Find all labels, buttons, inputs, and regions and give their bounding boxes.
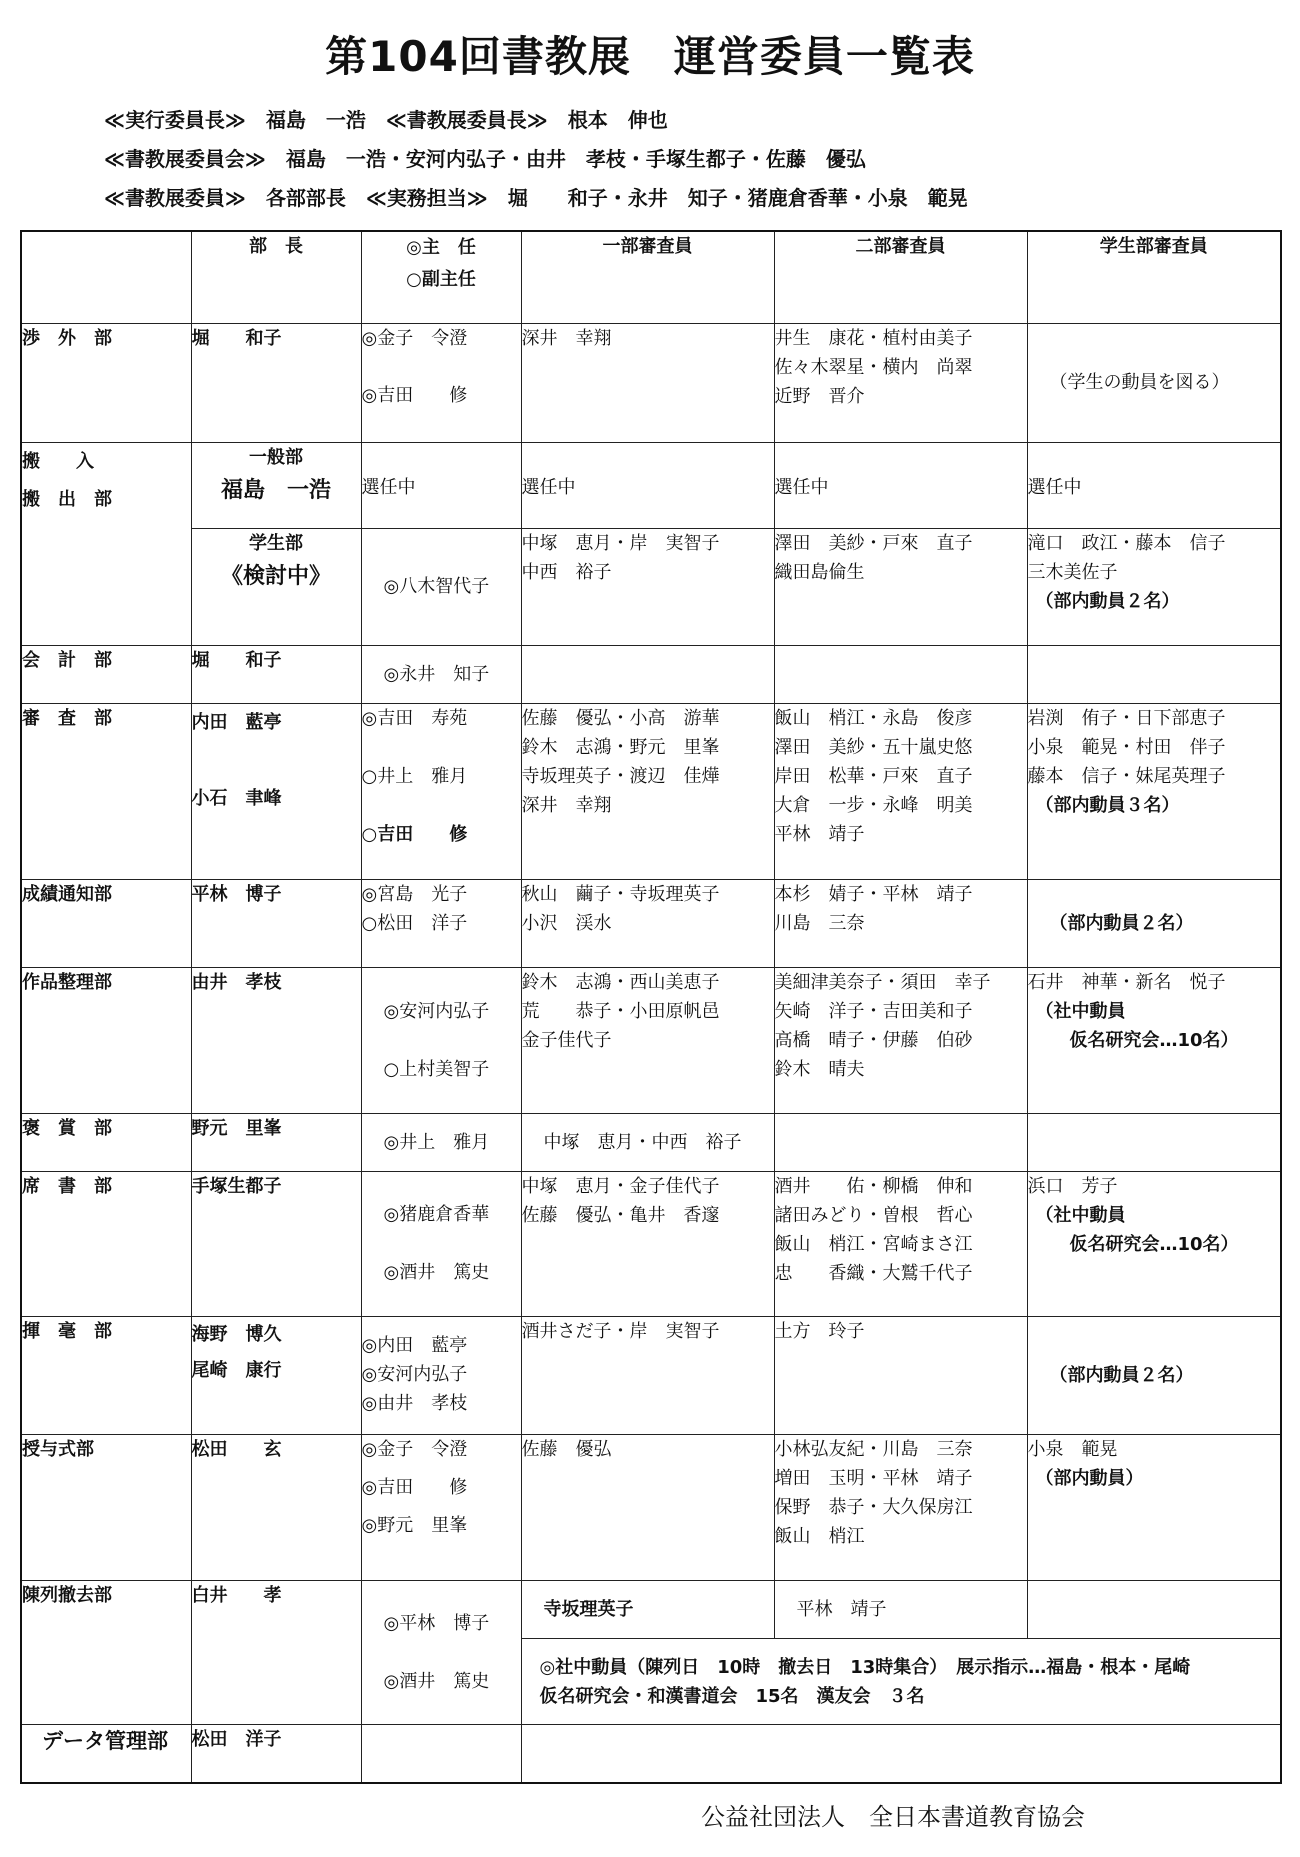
judges-student: 岩渕 侑子・日下部恵子 小泉 範晃・村田 伴子 藤本 信子・妹尾英理子 （部内動員３名） — [1027, 704, 1281, 880]
judges-student: （部内動員２名） — [1027, 1316, 1281, 1434]
header-line-committee: ≪書教展委員会≫ 福島 一浩・安河内弘子・由井 孝枝・手塚生都子・佐藤 優弘 — [104, 147, 866, 171]
table-row — [21, 1434, 1281, 1580]
table-row — [21, 646, 1281, 704]
judges-1: 選任中 — [521, 442, 774, 528]
judges-student: （部内動員２名） — [1027, 880, 1281, 968]
dept-leads: 選任中 — [361, 442, 521, 528]
dept-chief: 海野 博久 尾崎 康行 — [191, 1316, 361, 1434]
dept-chief-general: 一般部 福島 一浩 — [191, 442, 361, 528]
dept-leads: ◎平林 博子 ◎酒井 篤史 — [361, 1581, 521, 1725]
dept-leads: ◎永井 知子 — [361, 646, 521, 704]
judges-2 — [774, 646, 1027, 704]
column-header-judges-1: 一部審査員 — [521, 231, 774, 323]
judges-2: 土方 玲子 — [774, 1316, 1027, 1434]
judges-1 — [521, 646, 774, 704]
judges-1: 寺坂理英子 — [521, 1581, 774, 1639]
header-line-chairmen: ≪実行委員長≫ 福島 一浩 ≪書教展委員長≫ 根本 伸也 — [104, 108, 668, 132]
dept-name: 席 書 部 — [21, 1171, 191, 1316]
judges-1: 佐藤 優弘 — [521, 1434, 774, 1580]
judges-student — [1027, 1581, 1281, 1639]
judges-2: 澤田 美紗・戸來 直子 織田島倫生 — [774, 528, 1027, 645]
dept-name: 成績通知部 — [21, 880, 191, 968]
judges-1: 深井 幸翔 — [521, 323, 774, 442]
judges-student: 石井 神華・新名 悦子 （社中動員 仮名研究会…10名） — [1027, 968, 1281, 1113]
dept-chief: 松田 洋子 — [191, 1725, 361, 1783]
dept-chief-student: 学生部 《検討中》 — [191, 528, 361, 645]
dept-name: 会 計 部 — [21, 646, 191, 704]
dept-leads: ◎井上 雅月 — [361, 1113, 521, 1171]
dept-leads — [361, 1725, 521, 1783]
judges-2: 美細津美奈子・須田 幸子 矢崎 洋子・吉田美和子 高橋 晴子・伊藤 伯砂 鈴木 晴夫 — [774, 968, 1027, 1113]
dept-name: 陳列撤去部 — [21, 1581, 191, 1725]
judges-2 — [774, 1113, 1027, 1171]
judges-1: 中塚 恵月・岸 実智子 中西 裕子 — [521, 528, 774, 645]
judges-2: 平林 靖子 — [774, 1581, 1027, 1639]
judges-student — [1027, 646, 1281, 704]
judges-2: 飯山 梢江・永島 俊彦 澤田 美紗・五十嵐史悠 岸田 松華・戸來 直子 大倉 一步・永峰 明美 平林 靖子 — [774, 704, 1027, 880]
dept-leads: ◎吉田 寿苑 ○井上 雅月 ○吉田 修 — [361, 704, 521, 880]
table-row — [21, 1581, 1281, 1639]
dept-name: 授与式部 — [21, 1434, 191, 1580]
judges-2: 井生 康花・植村由美子 佐々木翠星・横内 尚翠 近野 晋介 — [774, 323, 1027, 442]
dept-name: データ管理部 — [21, 1725, 191, 1783]
dept-name: 渉 外 部 — [21, 323, 191, 442]
column-header-chair: ◎主 任 — [406, 237, 476, 258]
judges-2: 酒井 佑・柳橋 伸和 諸田みどり・曽根 哲心 飯山 梢江・宮崎まさ江 忠 香織・大鷲千代子 — [774, 1171, 1027, 1316]
dept-leads: ◎金子 令澄 ◎吉田 修 — [361, 323, 521, 442]
column-header-judges-2: 二部審査員 — [774, 231, 1027, 323]
judges-1: 佐藤 優弘・小高 游華 鈴木 志鴻・野元 里峯 寺坂理英子・渡辺 佳燁 深井 幸翔 — [521, 704, 774, 880]
judges-2: 小林弘友紀・川島 三奈 増田 玉明・平林 靖子 保野 恭子・大久保房江 飯山 梢江 — [774, 1434, 1027, 1580]
judges-student: 浜口 芳子 （社中動員 仮名研究会…10名） — [1027, 1171, 1281, 1316]
column-header-chief: 部 長 — [191, 231, 361, 323]
table-header-row — [21, 231, 1281, 323]
table-row — [21, 528, 1281, 645]
table-row — [21, 442, 1281, 528]
judges-student: 選任中 — [1027, 442, 1281, 528]
dept-leads: ◎猪鹿倉香華 ◎酒井 篤史 — [361, 1171, 521, 1316]
judges-1: 酒井さだ子・岸 実智子 — [521, 1316, 774, 1434]
dept-leads: ◎金子 令澄 ◎吉田 修 ◎野元 里峯 — [361, 1434, 521, 1580]
table-row — [21, 968, 1281, 1113]
header-line-members: ≪書教展委員≫ 各部部長 ≪実務担当≫ 堀 和子・永井 知子・猪鹿倉香華・小泉 範晃 — [104, 186, 968, 210]
dept-leads: ◎安河内弘子 ○上村美智子 — [361, 968, 521, 1113]
dept-name: 揮 毫 部 — [21, 1316, 191, 1434]
judges-empty — [521, 1725, 1281, 1783]
table-row — [21, 1316, 1281, 1434]
page-title: 第104回書教展 運営委員一覧表 — [325, 32, 975, 81]
judges-student: 滝口 政江・藤本 信子 三木美佐子 （部内動員２名） — [1027, 528, 1281, 645]
committee-table — [20, 230, 1282, 1784]
judges-1: 鈴木 志鴻・西山美恵子 荒 恭子・小田原帆邑 金子佳代子 — [521, 968, 774, 1113]
dept-leads: ◎宮島 光子 ○松田 洋子 — [361, 880, 521, 968]
table-row — [21, 1725, 1281, 1783]
dept-name: 作品整理部 — [21, 968, 191, 1113]
dept-chief: 白井 孝 — [191, 1581, 361, 1725]
header-empty-cell — [21, 231, 191, 323]
table-row — [21, 1113, 1281, 1171]
table-row — [21, 880, 1281, 968]
dept-chief: 松田 玄 — [191, 1434, 361, 1580]
judges-1: 秋山 繭子・寺坂理英子 小沢 渓水 — [521, 880, 774, 968]
table-row — [21, 704, 1281, 880]
judges-student: 小泉 範晃 （部内動員） — [1027, 1434, 1281, 1580]
judges-1: 中塚 恵月・金子佳代子 佐藤 優弘・亀井 香邃 — [521, 1171, 774, 1316]
dept-leads: ◎内田 藍亭 ◎安河内弘子 ◎由井 孝枝 — [361, 1316, 521, 1434]
judges-student — [1027, 1113, 1281, 1171]
dept-chief: 手塚生都子 — [191, 1171, 361, 1316]
judges-2: 本杉 婧子・平林 靖子 川島 三奈 — [774, 880, 1027, 968]
dept-chief: 野元 里峯 — [191, 1113, 361, 1171]
judges-1: 中塚 恵月・中西 裕子 — [521, 1113, 774, 1171]
column-header-leads — [361, 231, 521, 323]
column-header-judges-student: 学生部審査員 — [1027, 231, 1281, 323]
organization-name: 公益社団法人 全日本書道教育協会 — [701, 1803, 1085, 1831]
dept-chief: 内田 藍亭 小石 聿峰 — [191, 704, 361, 880]
mobilization-note: ◎社中動員（陳列日 10時 撤去日 13時集合） 展示指示…福島・根本・尾崎 仮名研究会・和漢書道会 15名 漢友会 ３名 — [521, 1639, 1281, 1725]
judges-2: 選任中 — [774, 442, 1027, 528]
dept-name: 搬 入 搬 出 部 — [21, 442, 191, 645]
dept-leads: ◎八木智代子 — [361, 528, 521, 645]
dept-chief: 堀 和子 — [191, 323, 361, 442]
dept-name: 褒 賞 部 — [21, 1113, 191, 1171]
dept-name: 審 査 部 — [21, 704, 191, 880]
dept-chief: 堀 和子 — [191, 646, 361, 704]
table-row — [21, 1171, 1281, 1316]
column-header-vice: ○副主任 — [406, 269, 476, 290]
judges-student: （学生の動員を図る） — [1027, 323, 1281, 442]
dept-chief: 由井 孝枝 — [191, 968, 361, 1113]
table-row — [21, 323, 1281, 442]
dept-chief: 平林 博子 — [191, 880, 361, 968]
